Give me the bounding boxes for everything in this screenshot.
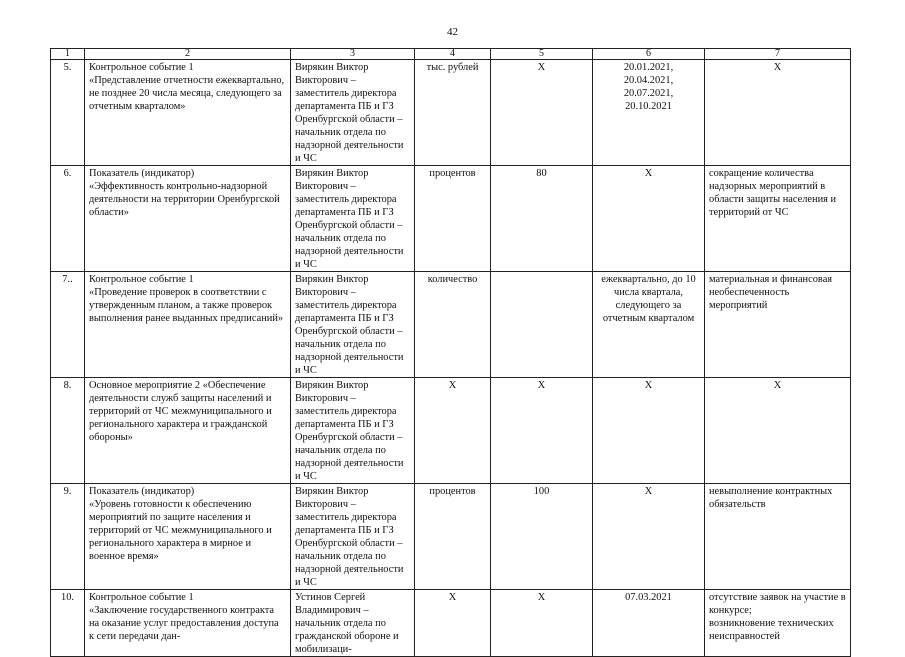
responsible-cell: Устинов Сергей Владимирович – начальник отдела по гражданской обороне и мобилизаци- [291,590,415,657]
header-cell: 3 [291,49,415,60]
risk-cell: отсутствие заявок на участие в конкурсе; возникновение технических неисправностей [705,590,851,657]
value-cell: 100 [491,484,593,590]
table-row [51,378,851,484]
date-cell: Х [593,484,705,590]
row-number: 8. [51,378,85,484]
unit-cell: Х [415,378,491,484]
risk-cell: материальная и финансовая необеспеченность мероприятий [705,272,851,378]
header-cell: 6 [593,49,705,60]
header-cell: 7 [705,49,851,60]
page-number: 42 [447,26,458,38]
table-row [51,60,851,166]
risk-cell: невыполнение контрактных обязательств [705,484,851,590]
responsible-cell: Вирякин Виктор Викторович – заместитель директора департамента ПБ и ГЗ Оренбургской области – начальник отдела по надзорной деятельности и ЧС [291,166,415,272]
value-cell: 80 [491,166,593,272]
row-number: 6. [51,166,85,272]
value-cell: Х [491,60,593,166]
table-row [51,484,851,590]
risk-cell: сокращение количества надзорных мероприятий в области защиты населения и территорий от ЧС [705,166,851,272]
header-cell: 4 [415,49,491,60]
row-number: 5. [51,60,85,166]
value-cell [491,272,593,378]
responsible-cell: Вирякин Виктор Викторович – заместитель директора департамента ПБ и ГЗ Оренбургской области – начальник отдела по надзорной деятельности и ЧС [291,484,415,590]
date-cell: 07.03.2021 [593,590,705,657]
row-number: 9. [51,484,85,590]
unit-cell: количество [415,272,491,378]
event-cell: Контрольное событие 1 «Представление отчетности ежеквартально, не позднее 20 числа месяца, следующего за отчетным кварталом» [85,60,291,166]
value-cell: Х [491,378,593,484]
risk-cell: Х [705,60,851,166]
header-cell: 2 [85,49,291,60]
date-cell: Х [593,166,705,272]
header-cell: 1 [51,49,85,60]
plan-table [50,48,851,657]
table-row [51,590,851,657]
responsible-cell: Вирякин Виктор Викторович – заместитель директора департамента ПБ и ГЗ Оренбургской области – начальник отдела по надзорной деятельности и ЧС [291,378,415,484]
date-cell: Х [593,378,705,484]
row-number: 7.. [51,272,85,378]
unit-cell: процентов [415,166,491,272]
row-number: 10. [51,590,85,657]
event-cell: Контрольное событие 1 «Заключение государственного контракта на оказание услуг предоставления доступа к сети передачи дан- [85,590,291,657]
table-row [51,272,851,378]
event-cell: Контрольное событие 1 «Проведение проверок в соответствии с утвержденным планом, а также проверок выполнения ранее выданных предписаний» [85,272,291,378]
event-cell: Показатель (индикатор) «Эффективность контрольно-надзорной деятельности на территории Оренбургской области» [85,166,291,272]
unit-cell: процентов [415,484,491,590]
header-cell: 5 [491,49,593,60]
risk-cell: Х [705,378,851,484]
unit-cell: Х [415,590,491,657]
header-row [51,49,851,60]
responsible-cell: Вирякин Виктор Викторович – заместитель директора департамента ПБ и ГЗ Оренбургской области – начальник отдела по надзорной деятельности и ЧС [291,60,415,166]
table-row [51,166,851,272]
responsible-cell: Вирякин Виктор Викторович – заместитель директора департамента ПБ и ГЗ Оренбургской области – начальник отдела по надзорной деятельности и ЧС [291,272,415,378]
event-cell: Основное мероприятие 2 «Обеспечение деятельности служб защиты населений и территорий от ЧС межмуниципального и регионального характера и гражданской обороны» [85,378,291,484]
event-cell: Показатель (индикатор) «Уровень готовности к обеспечению мероприятий по защите населения и территорий от ЧС межмуниципального и регионального характера в мирное и военное время» [85,484,291,590]
date-cell: ежеквартально, до 10 числа квартала, следующего за отчетным кварталом [593,272,705,378]
unit-cell: тыс. рублей [415,60,491,166]
date-cell: 20.01.2021, 20.04.2021, 20.07.2021, 20.10.2021 [593,60,705,166]
value-cell: Х [491,590,593,657]
